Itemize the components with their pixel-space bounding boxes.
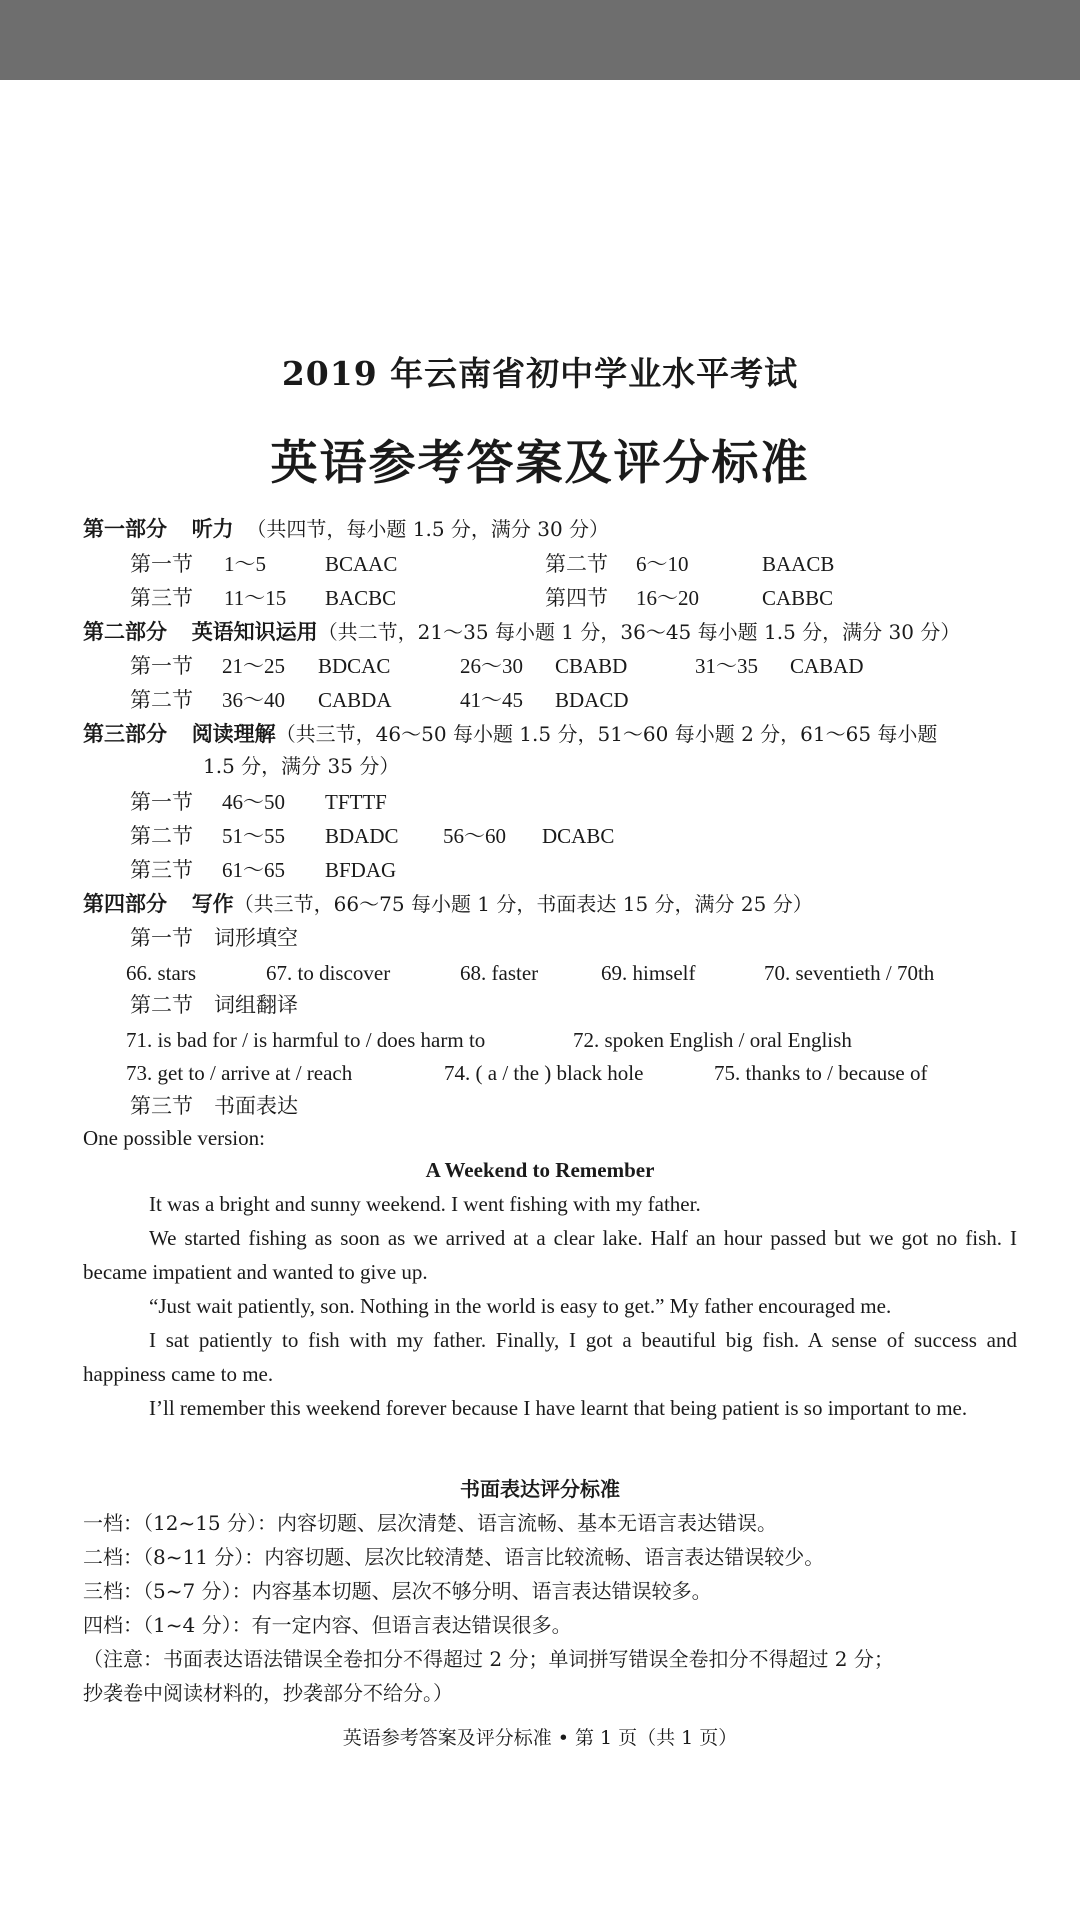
answer-item: 68. faster — [460, 961, 539, 985]
part3-note: （共三节，46～50 每小题 1.5 分，51～60 每小题 2 分，61～65 每小题 — [275, 722, 938, 746]
answer-item: 72. spoken English / oral English — [573, 1028, 852, 1052]
answer-range: 46～50 — [222, 790, 285, 814]
rubric-level: 四档：（1~4 分）：有一定内容、但语言表达错误很多。 — [83, 1613, 572, 1637]
document-title: 英语参考答案及评分标准 — [270, 436, 810, 491]
rubric-level: 一档：（12~15 分）：内容切题、层次清楚、语言流畅、基本无语言表达错误。 — [83, 1511, 778, 1535]
answer-range: 11～15 — [224, 586, 287, 610]
part4-name: 写作 — [191, 891, 234, 916]
answer-key: CABDA — [318, 688, 392, 712]
answer-key: BDACD — [555, 688, 629, 712]
answer-key: BDADC — [325, 824, 399, 848]
part2-note: （共二节，21～35 每小题 1 分，36～45 每小题 1.5 分，满分 30 分） — [317, 620, 961, 644]
answer-item: 66. stars — [126, 961, 196, 985]
answer-item: 74. ( a / the ) black hole — [444, 1061, 644, 1085]
answer-range: 61～65 — [222, 858, 285, 882]
answer-range: 31～35 — [695, 654, 758, 678]
answer-row: 第二节 — [130, 688, 193, 712]
essay-paragraph: I sat patiently to fish with my father. Finally, I got a beautiful big fish. A sense of success and happiness came to me. — [83, 1328, 1017, 1386]
section-heading: 第二节 词组翻译 — [130, 993, 298, 1017]
part4-note: （共三节，66～75 每小题 1 分，书面表达 15 分，满分 25 分） — [233, 892, 813, 916]
answer-range: 56～60 — [443, 824, 506, 848]
answer-key: BAACB — [762, 552, 835, 576]
answer-range: 41～45 — [460, 688, 523, 712]
part3-name: 阅读理解 — [191, 721, 276, 746]
exam-title: 2019 年云南省初中学业水平考试 — [281, 354, 799, 393]
part4-heading — [83, 889, 813, 919]
part1-name: 听力 — [191, 516, 234, 541]
answer-item: 71. is bad for / is harmful to / does harm to — [126, 1028, 486, 1052]
essay-paragraph: It was a bright and sunny weekend. I went fishing with my father. — [149, 1192, 701, 1216]
essay-paragraph: “Just wait patiently, son. Nothing in the world is easy to get.” My father encouraged me. — [149, 1294, 892, 1318]
answer-range: 6～10 — [636, 552, 689, 576]
rubric-title: 书面表达评分标准 — [460, 1477, 620, 1501]
rubric-note: （注意：书面表达语法错误全卷扣分不得超过 2 分；单词拼写错误全卷扣分不得超过 2 分； — [83, 1647, 894, 1671]
rubric-level: 三档：（5~7 分）：内容基本切题、层次不够分明、语言表达错误较多。 — [83, 1579, 712, 1603]
answer-key: TFTTF — [325, 790, 387, 814]
section-heading: 第三节 书面表达 — [130, 1094, 298, 1118]
answer-row: 第三节 — [130, 586, 193, 610]
section-heading: 第一节 词形填空 — [130, 926, 298, 950]
part2-heading — [83, 617, 960, 647]
part1-label: 第一部分 — [83, 516, 167, 541]
answer-key: CABAD — [790, 654, 864, 678]
answer-row: 第三节 — [130, 858, 193, 882]
essay-intro: One possible version: — [83, 1126, 265, 1150]
answer-item: 75. thanks to / because of — [714, 1061, 928, 1085]
answer-row: 第一节 — [130, 654, 193, 678]
essay-paragraph: We started fishing as soon as we arrived at a clear lake. Half an hour passed but we got no fish. I became impatient and wanted to give up. — [83, 1226, 1017, 1284]
page-footer: 英语参考答案及评分标准 • 第 1 页（共 1 页） — [342, 1727, 738, 1749]
essay-paragraph: I’ll remember this weekend forever because I have learnt that being patient is so important to me. — [149, 1396, 968, 1420]
rubric-level: 二档：（8~11 分）：内容切题、层次比较清楚、语言比较流畅、语言表达错误较少。 — [83, 1545, 825, 1569]
answer-range: 36～40 — [222, 688, 285, 712]
part3-heading — [83, 719, 937, 749]
answer-item: 67. to discover — [266, 961, 391, 985]
answer-key: BFDAG — [325, 858, 397, 882]
answer-row: 第二节 — [130, 824, 193, 848]
answer-range: 21～25 — [222, 654, 285, 678]
part4-label: 第四部分 — [83, 891, 167, 916]
answer-range: 26～30 — [460, 654, 523, 678]
answer-key: BDCAC — [318, 654, 391, 678]
answer-item: 70. seventieth / 70th — [764, 961, 935, 985]
part2-label: 第二部分 — [83, 619, 167, 644]
answer-key: BACBC — [325, 586, 397, 610]
part3-label: 第三部分 — [83, 721, 167, 746]
essay-title: A Weekend to Remember — [425, 1158, 655, 1182]
answer-item: 69. himself — [601, 961, 696, 985]
rubric-note-cont: 抄袭卷中阅读材料的，抄袭部分不给分。） — [83, 1681, 453, 1705]
top-status-bar — [0, 0, 1080, 80]
part3-note-cont: 1.5 分，满分 35 分） — [203, 754, 400, 778]
answer-item: 73. get to / arrive at / reach — [126, 1061, 353, 1085]
answer-row: 第二节 — [545, 552, 608, 576]
answer-range: 51～55 — [222, 824, 285, 848]
answer-key: DCABC — [542, 824, 615, 848]
part2-name: 英语知识运用 — [191, 619, 318, 644]
answer-key: CBABD — [555, 654, 628, 678]
answer-row: 第四节 — [545, 586, 608, 610]
answer-range: 16～20 — [636, 586, 699, 610]
answer-range: 1～5 — [224, 552, 266, 576]
answer-row: 第一节 — [130, 790, 193, 814]
part1-heading — [83, 514, 609, 544]
answer-row: 第一节 — [130, 552, 193, 576]
answer-key: CABBC — [762, 586, 834, 610]
part1-note: （共四节，每小题 1.5 分，满分 30 分） — [246, 517, 610, 541]
answer-key: BCAAC — [325, 552, 398, 576]
